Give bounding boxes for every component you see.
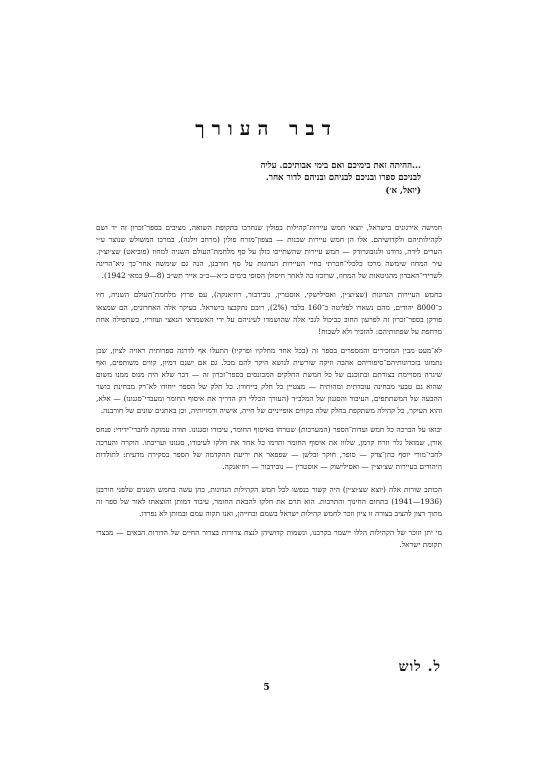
body-text <box>96 222 442 558</box>
epigraph <box>171 160 421 197</box>
signature: ל. לוש <box>398 659 441 675</box>
epigraph-source: (יואל, א׳) <box>385 185 421 196</box>
epigraph-line: לבניכם ספרו ובניכם לבניהם ובניהם לדור אחר. <box>265 173 421 184</box>
paragraph: חמישה אירגונים בישראל, יוצאי חמש עיירות־קהילות בפולין שנחרבו בתקופת השואה, מציבים בספר־זכרון זה יד ושם לקהילותיהם ולקדושיהם. אלו הן חמש עיירות שכנות — בצפון־מזרח פולין (מרחב וילנה), במרכז המשולש שנוצר ע״י הערים לידה, גרודנו ולנובוגרודק — חמש עיירות שהשתייכו כולן על סף מלחמת־העולם השניה למחוז (פוביאט) שצ׳וצ׳ין. עיר המחוז שימשה מרכז כלכלי־חברתי בחיי העיירות הנדונות על סף חורבנן, הנה גם שימשה אחר־כך גיא־הריגה לשרידי־האבדון מהגיטאות של המחוז, שרוכזו בה לאחר חיסולן הסופי בימים כ״א—כ״ב אייר תש״ב (8—9 במאי 1942). <box>96 223 442 281</box>
paragraph: בחמש העיירות הנדונות (שצ׳וצ׳ין, ואסילישקי, אוסטרין, נובידבור, רוז׳אנקה), עם פרוץ מלחמת־העולם השניה, חיו כ־8000 יהודים, מהם נשארו לפליטה כ־160 בלבד (2%), רובם נתקבצו בישראל. בעיקר אלה האחרונים, הם שמצאו פורקן בספר־זכרון זה לפרעון החוב כביכול לגבי אלה שהושמדו לעיניהם על ידי האשמדאי הנאצי ועוזריו, כשתפילה אחת מרחפת על שפתותיהם: להזכיר ולא לשכוח! <box>96 290 442 336</box>
epigraph-line: ...ההיתה זאת בימיכם ואם בימי אבותיכם. עליה <box>260 161 421 171</box>
paragraph: הכותב שורות אלה (יוצא שצ׳וצ׳ין) היה קשור בנפשו לכל חמש הקהילות הנדונות, בהן עשה בחמש השנים שלפני חורבנן (1936—1941) בתחום החינוך והתרבות. הוא תרם את חלקו להבאת החומר, עיבוד דמותן והוצאתו לאור של ספר זה מתוך רצון להציב בצורה זו ציון וזכר לחמש קהילות ישראל בשמם ובחייהן, ואנו תקוה עמם ובמותן לא נפרדו. <box>96 484 442 518</box>
page-title: דבר העורך <box>195 118 338 140</box>
paragraph: לא־מעט מבין המזכירים והמספרים בספר זה (בכל אחד מחלקיו ופרקיו) התעלו אף לדרגה ספרותית ראויה לציון, שכן נתמזגו בזכרונותיהם־סיפוריהם אהבה וזיקה שורשית לנושא היקר להם מכל. גם אם ישנם דמיון, קווים משותפים, ואף שיגרה מסויימת בצורתם ובתוכנם של כל חמשת החלקים המכונסים בספר־זכרון זה — דבר שלא היה מנוס ממנו משום שהוא גם טבעי מבחינה עובדתית ומהותית — מצטיין כל חלק בייחודו. כל חלק של הספר ייחודו לא־רק מבחינת כושר ההבעה של המשתתפים, העיבוד והסגנון של המלב״ד (העורך הכללי רק הדריך את איסוף החומר ומעבדי־סגנונו) — אלא, והוא העיקר, כל קהילה משתקפת בחלק שלה בקווים אופייניים של חייה, אישיה ודמויותיה, וכן באתגים שונים של חורבנה. <box>96 345 442 416</box>
page-number: 5 <box>263 683 270 693</box>
paragraph: מי יתן וזוכר של הקהילות הללו יישמר בקרבנו, ונשמות קדושיהן לנצח צרורות בצרור החיים של הדורות הבאים — מבצרי תקומת ישראל. <box>96 528 442 550</box>
paragraph: יבואו על הברכה כל חמש ועדות־הספר (המערכות) שטרחו באיסוף החומר, עיבודו וסגנונו. תודה עמוקה לחברי־ידידי: פנחס אורן, שמואל גלר וזרח קרמן, שלווו את איסוף החומר ותרמו כל אחד את חלקו לעיבודו, סגנונו ועריכתו. הוקרה והערכה לחבי־מורי יוסף כהן־צדק — סופר, חוקר ובלשן — שפפאר את יריעת ההקדמה של הספר בסקירה מדעית: לתולדות היהודים בעיירות שצ׳וצ׳ין — ואסילישוק — אוסטרין — נובידבור — רוז׳אנקה. <box>96 425 442 471</box>
